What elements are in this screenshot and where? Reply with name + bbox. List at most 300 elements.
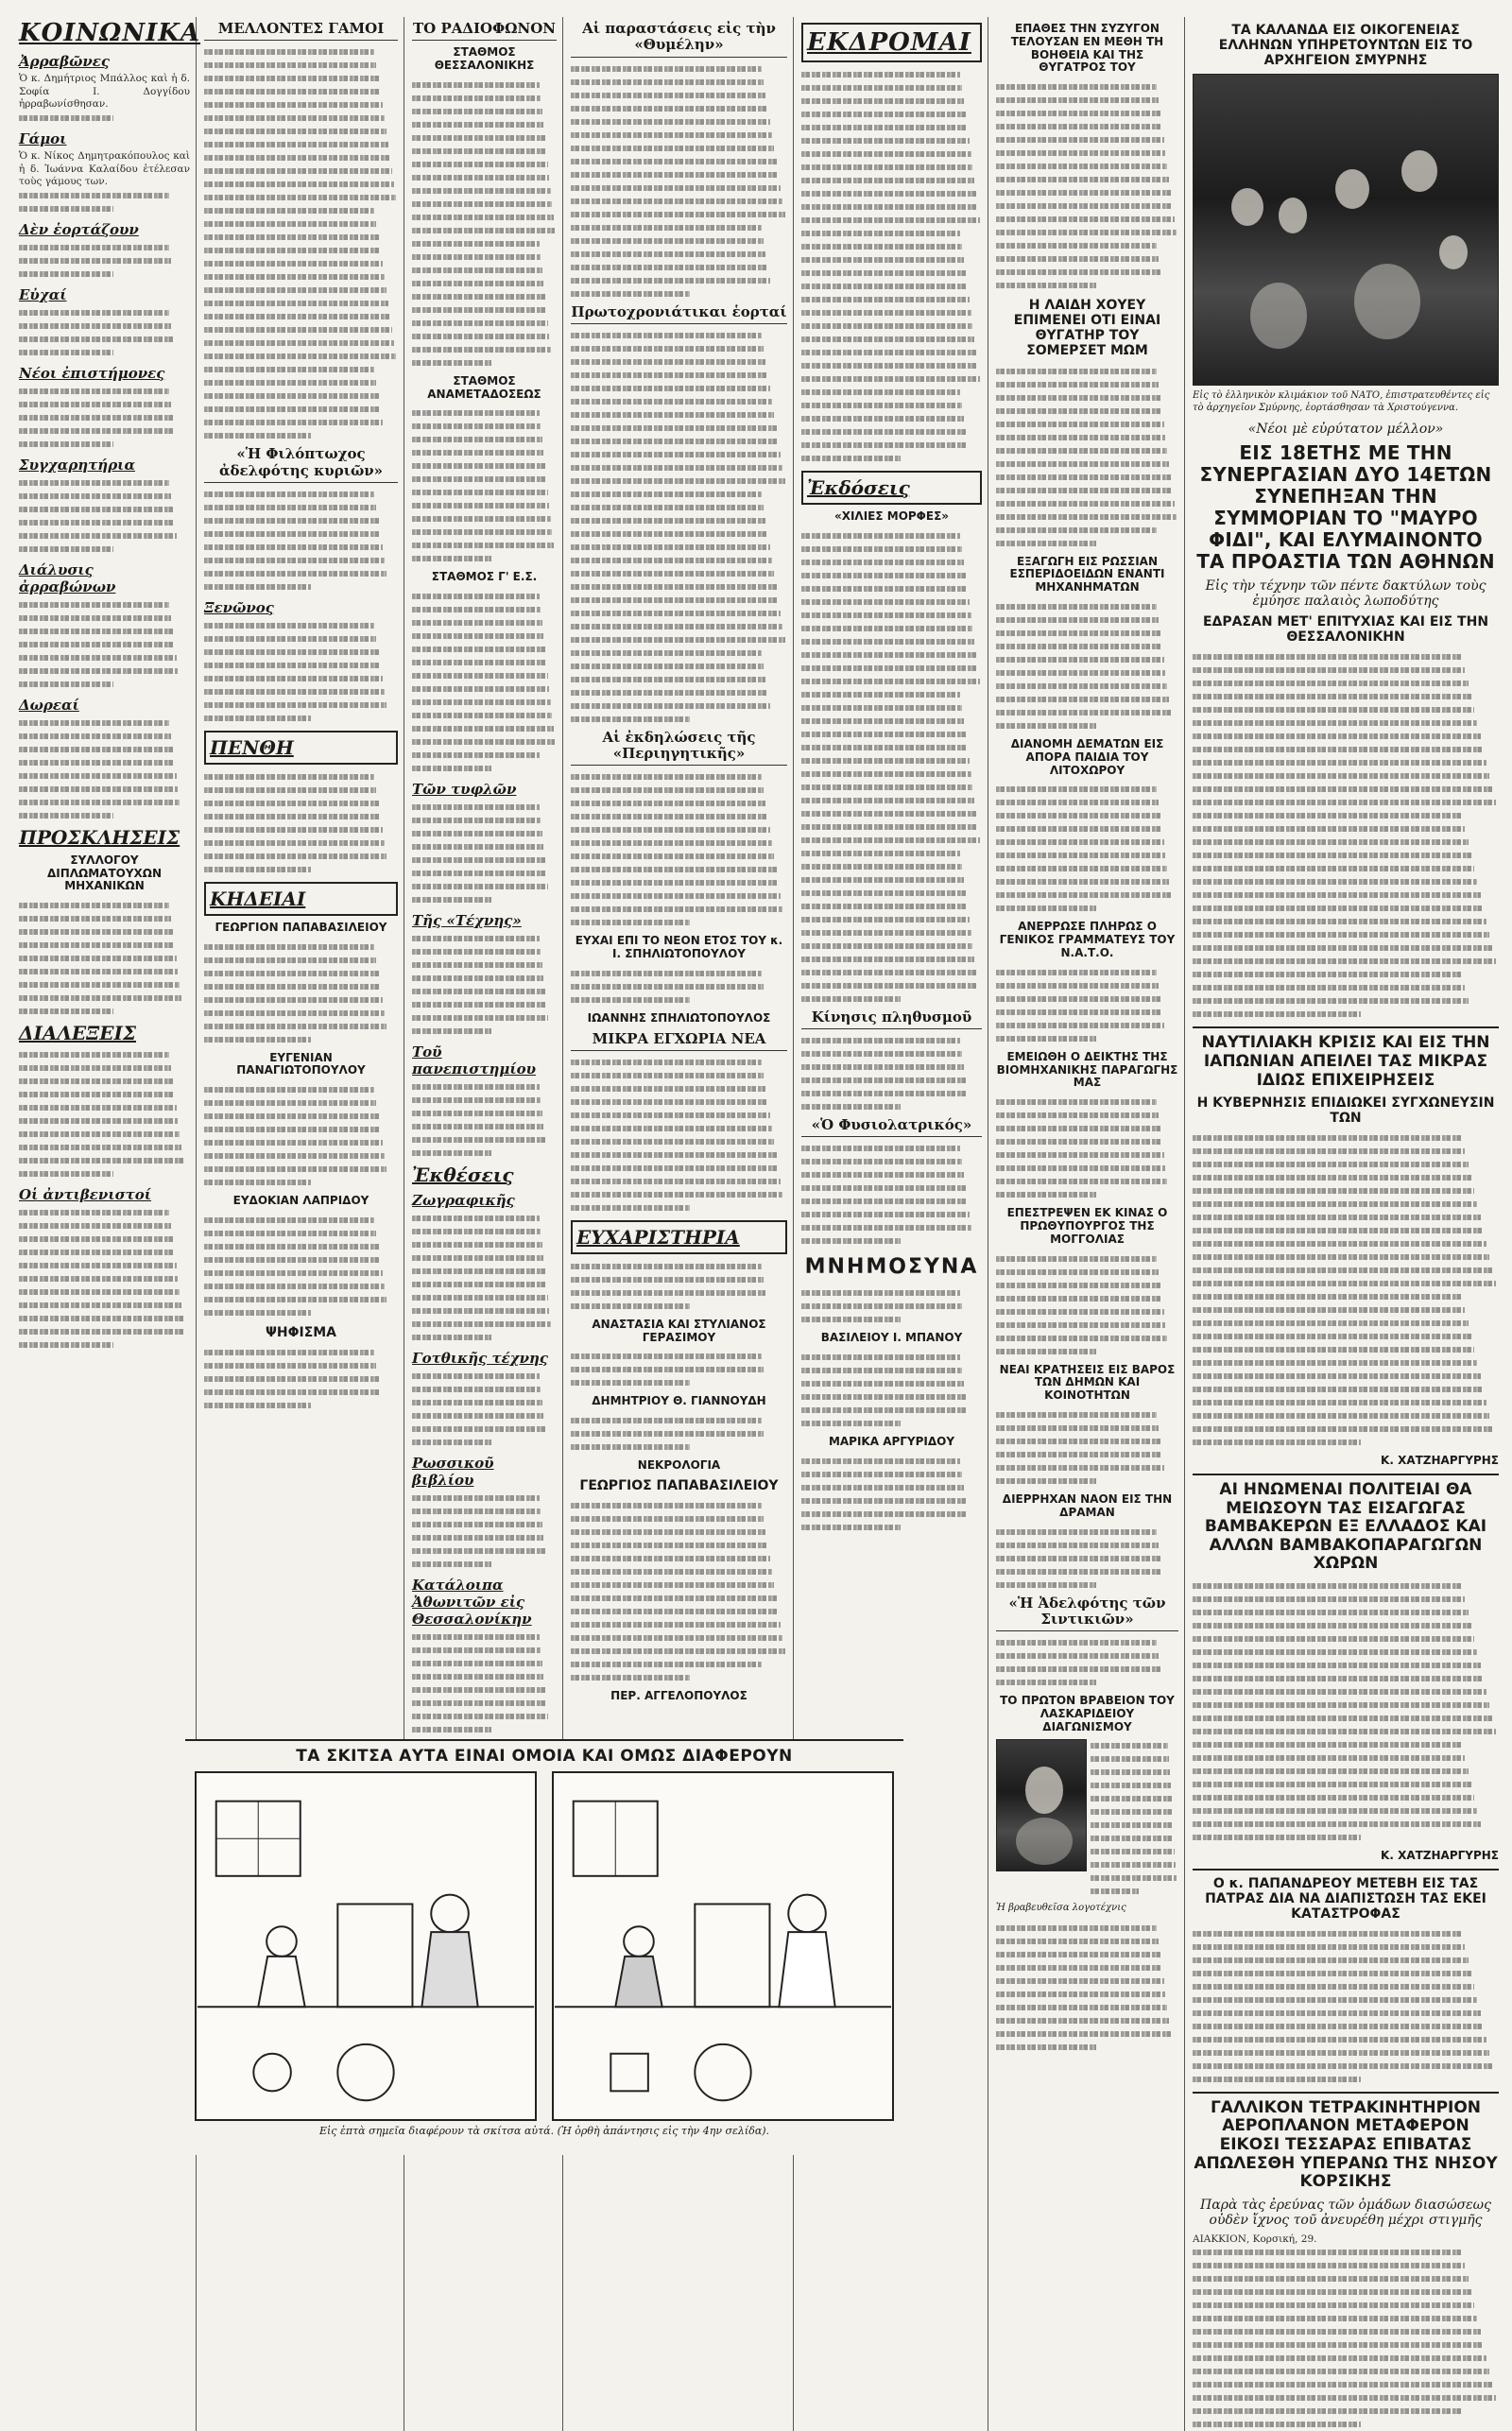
text-line [412, 437, 542, 442]
text-line [204, 168, 392, 174]
text-line [571, 185, 781, 191]
text-line [996, 2018, 1169, 2024]
text-line [571, 544, 770, 550]
text-line [1193, 1755, 1465, 1761]
text-line [801, 244, 962, 250]
text-line [571, 906, 782, 912]
text-line [571, 597, 779, 603]
text-line [571, 386, 770, 391]
text-line [1193, 2050, 1489, 2056]
text-line [996, 970, 1157, 975]
text-line [412, 109, 542, 114]
text-line [571, 1516, 764, 1522]
text-line [801, 1394, 966, 1400]
text-block [412, 1630, 557, 1736]
text-line [996, 892, 1171, 898]
text-line [204, 1166, 387, 1172]
text-block [19, 385, 190, 451]
text-line [996, 670, 1165, 676]
text-line [204, 49, 374, 55]
text-line [204, 1231, 376, 1236]
text-line [412, 1150, 491, 1156]
headline-laskaridis: ΤΟ ΠΡΩΤΟΝ ΒΡΑΒΕΙΟΝ ΤΟΥ ΛΑΣΚΑΡΙΔΕΙΟΥ ΔΙΑΓΩΝΙΣΜΟΥ [1000, 1694, 1175, 1733]
text-line [412, 215, 554, 220]
text-line [19, 1276, 178, 1282]
text-line [801, 429, 966, 435]
text-line [996, 1349, 1096, 1354]
text-line [204, 406, 381, 412]
text-line [996, 541, 1096, 546]
text-line [412, 1509, 541, 1514]
text-line [204, 814, 381, 819]
text-line [996, 2044, 1096, 2050]
text-line [204, 801, 379, 806]
new-year-feasts-title: Πρωτοχρονιάτικαι ἑορταί [571, 304, 787, 324]
text-line [204, 287, 387, 293]
text-block [571, 770, 787, 929]
text-block [19, 716, 190, 822]
headline-lady-huey: Η ΛΑΙΔΗ ΧΟΥΕΥ ΕΠΙΜΕΝΕΙ ΟΤΙ ΕΙΝΑΙ ΘΥΓΑΤΗΡ ΤΟΥ ΣΟΜΕΡΣΕΤ ΜΩΜ [1013, 298, 1161, 359]
text-line [412, 1674, 543, 1680]
text-block [996, 80, 1178, 292]
text-line [571, 251, 765, 257]
text-line [996, 137, 1164, 143]
divider [1193, 1869, 1499, 1871]
text-line [412, 1268, 545, 1274]
text-line [996, 826, 1162, 832]
text-line [801, 1212, 970, 1217]
text-line [412, 884, 548, 889]
text-line [571, 1086, 765, 1092]
text-line [996, 1569, 1162, 1575]
text-line [1193, 1307, 1465, 1313]
text-line [996, 996, 1160, 1002]
text-line [996, 1296, 1162, 1302]
laureate-caption: Ἡ βραβευθεῖσα λογοτέχνις [996, 1903, 1126, 1914]
funerals-banner: ΚΗΔΕΙΑΙ [204, 882, 398, 916]
funeral-name-1: ΓΕΩΡΓΙΟΝ ΠΑΠΑΒΑΣΙΛΕΙΟΥ [215, 920, 387, 934]
text-line [571, 265, 767, 270]
text-line [571, 650, 762, 656]
text-line [412, 766, 491, 771]
text-line [571, 984, 764, 990]
text-line [571, 1609, 779, 1614]
text-line [204, 181, 394, 187]
text-line [412, 1111, 542, 1116]
text-line [801, 626, 972, 631]
text-line [1193, 919, 1486, 924]
text-line [571, 1648, 785, 1654]
text-line [204, 393, 379, 399]
text-line [1193, 892, 1481, 898]
radio-station-relay: ΣΤΑΘΜΟΣ ΑΝΑΜΕΤΑΔΟΣΕΩΣ [427, 373, 541, 401]
text-line [571, 1290, 765, 1296]
text-line [801, 164, 972, 170]
text-line [996, 1978, 1164, 1984]
lectures-banner: ΔΙΑΛΕΞΕΙΣ [19, 1022, 136, 1045]
text-block [571, 1350, 787, 1389]
text-line [571, 787, 764, 793]
text-line [1193, 2316, 1477, 2321]
text-line [204, 234, 379, 240]
text-block [204, 1346, 398, 1412]
text-line [412, 1535, 543, 1541]
text-line [1193, 1835, 1361, 1840]
text-block [412, 590, 557, 775]
text-line [412, 660, 546, 665]
text-line [996, 369, 1157, 374]
text-line [571, 1277, 764, 1283]
text-line [801, 996, 901, 1002]
text-line [801, 1185, 966, 1191]
text-line [571, 1529, 765, 1535]
text-line [412, 1137, 545, 1143]
text-line [412, 844, 543, 850]
text-line [571, 716, 690, 722]
text-line [801, 652, 976, 658]
publications-banner: Ἐκδόσεις [801, 471, 982, 505]
text-line [801, 784, 972, 790]
text-line [1193, 2422, 1361, 2427]
text-line [801, 336, 974, 342]
text-line [412, 1295, 548, 1301]
text-block [571, 1414, 787, 1454]
invitations-sub: ΣΥΛΛΟΓΟΥ ΔΙΠΛΩΜΑΤΟΥΧΩΝ ΜΗΧΑΝΙΚΩΝ [46, 853, 163, 893]
text-line [801, 824, 978, 830]
memorial-name-1: ΒΑΣΙΛΕΙΟΥ Ι. ΜΠΑΝΟΥ [820, 1331, 963, 1345]
gothic-art-title: Γοτθικῆς τέχνης [412, 1350, 549, 1368]
text-line [19, 733, 171, 739]
publication-name: «ΧΙΛΙΕΣ ΜΟΡΦΕΣ» [833, 509, 950, 523]
text-line [996, 617, 1159, 623]
text-line [1193, 720, 1477, 726]
text-line [19, 546, 113, 552]
text-block [412, 801, 557, 906]
text-line [996, 435, 1165, 440]
charity-sisterhood-title: «Ἡ Φιλόπτωχος ἀδελφότης κυριῶν» [204, 446, 398, 483]
text-line [412, 1373, 540, 1379]
laureate-photo [996, 1739, 1087, 1871]
text-line [571, 703, 770, 709]
text-line [1193, 1162, 1469, 1167]
text-line [996, 2031, 1171, 2037]
text-line [996, 1179, 1167, 1184]
text-line [996, 657, 1164, 663]
text-line [571, 439, 779, 444]
text-line [801, 1238, 901, 1244]
text-line [996, 644, 1162, 649]
text-line [1193, 2024, 1484, 2029]
text-line [412, 1426, 545, 1432]
text-line [204, 716, 311, 721]
text-line [1193, 866, 1474, 871]
text-line [1193, 1011, 1361, 1017]
text-line [571, 93, 765, 98]
text-line [1193, 1821, 1481, 1827]
text-line [204, 195, 396, 200]
text-line [19, 271, 113, 277]
text-line [1193, 1782, 1471, 1787]
text-line [996, 527, 1157, 533]
text-line [996, 84, 1157, 90]
text-line [19, 1223, 171, 1229]
text-line [204, 314, 390, 319]
text-line [19, 441, 113, 447]
text-line [571, 997, 690, 1003]
text-line [571, 840, 772, 846]
text-line [204, 1100, 376, 1106]
text-line [204, 1113, 379, 1119]
text-line [1193, 1188, 1474, 1194]
text-line [571, 690, 767, 696]
text-line [571, 79, 764, 85]
text-line [412, 975, 543, 981]
text-line [571, 1675, 690, 1681]
text-line [19, 942, 175, 948]
text-block [412, 78, 557, 370]
new-scientists-title: Νέοι ἐπιστήμονες [19, 364, 165, 382]
text-line [1193, 1676, 1484, 1681]
text-line [204, 248, 381, 253]
text-line [571, 664, 764, 669]
text-line [412, 1634, 540, 1640]
text-line [19, 258, 171, 264]
text-line [412, 1335, 491, 1340]
text-line [19, 1145, 181, 1150]
text-block [571, 1499, 787, 1684]
text-line [19, 1009, 113, 1014]
text-line [571, 971, 762, 976]
text-line [571, 611, 781, 616]
text-line [996, 710, 1171, 716]
text-block [996, 966, 1178, 1045]
text-line [1193, 1281, 1496, 1286]
text-line [801, 1354, 960, 1360]
text-block [204, 619, 398, 725]
text-line [996, 1023, 1164, 1028]
text-line [412, 1548, 545, 1554]
text-line [204, 340, 394, 346]
congratulations-title: Συγχαρητήρια [19, 456, 135, 474]
radio-title: ΤΟ ΡΑΔΙΟΦΩΝΟΝ [412, 21, 557, 41]
text-line [571, 1303, 690, 1309]
text-line [19, 916, 171, 922]
text-line [996, 461, 1169, 467]
text-line [801, 1051, 962, 1057]
text-line [204, 505, 376, 510]
text-line [19, 507, 173, 512]
population-movement-title: Κίνησις πληθυσμοῦ [801, 1009, 982, 1029]
headline-cotton: ΑΙ ΗΝΩΜΕΝΑΙ ΠΟΛΙΤΕΙΑΙ ΘΑ ΜΕΙΩΣΟΥΝ ΤΑΣ ΕΙΣΑΓΩΓΑΣ ΒΑΜΒΑΚΕΡΩΝ ΕΞ ΕΛΛΑΔΟΣ ΚΑΙ ΑΛΛΩΝ ΒΑΜΒΑΚΟΠΑΡΑΓΩΓΩΝ ΧΩΡΩΝ [1204, 1480, 1487, 1574]
text-line [204, 571, 387, 577]
text-line [571, 1060, 762, 1065]
text-line [1193, 2329, 1481, 2335]
text-block [1193, 1579, 1499, 1844]
text-line [1193, 2263, 1465, 2268]
text-line [204, 531, 381, 537]
text-line [19, 388, 169, 394]
text-line [996, 1965, 1162, 1971]
text-line [1193, 1729, 1496, 1734]
text-line [1193, 1360, 1477, 1366]
text-block [996, 365, 1178, 550]
text-line [801, 363, 978, 369]
text-line [996, 983, 1159, 989]
resolution-title: ΨΗΦΙΣΜΑ [265, 1324, 337, 1340]
text-line [1193, 1400, 1486, 1405]
text-line [412, 1308, 549, 1314]
text-line [571, 172, 779, 178]
text-line [801, 310, 971, 316]
text-line [801, 1290, 960, 1296]
text-line [801, 943, 972, 949]
text-line [412, 423, 541, 429]
text-line [412, 543, 554, 548]
text-line [1193, 1413, 1489, 1419]
text-line [412, 1400, 542, 1405]
headline-parcels: ΔΙΑΝΟΜΗ ΔΕΜΑΤΩΝ ΕΙΣ ΑΠΟΡΑ ΠΑΙΔΙΑ ΤΟΥ ΛΙΤΟΧΩΡΟΥ [1010, 736, 1164, 777]
text-line [19, 642, 175, 647]
cartoon-title: ΤΑ ΣΚΙΤΣΑ ΑΥΤΑ ΕΙΝΑΙ ΟΜΟΙΑ ΚΑΙ ΟΜΩΣ ΔΙΑΦΕΡΟΥΝ [296, 1747, 793, 1766]
text-line [571, 465, 782, 471]
text-line [412, 267, 542, 273]
text-line [996, 190, 1171, 196]
text-line [801, 1368, 962, 1373]
text-line [412, 450, 543, 456]
cartoon-drawing-right [554, 1773, 892, 2119]
text-line [412, 463, 545, 469]
text-line [1193, 1984, 1474, 1990]
text-line [412, 122, 543, 128]
text-line [1193, 760, 1486, 766]
text-line [19, 1052, 169, 1058]
wishes-author: ΙΩΑΝΝΗΣ ΣΠΗΛΙΩΤΟΠΟΥΛΟΣ [587, 1010, 771, 1025]
text-line [412, 1002, 546, 1008]
thanks-names: ΑΝΑΣΤΑΣΙΑ ΚΑΙ ΣΤΥΛΙΑΝΟΣ ΓΕΡΑΣΙΜΟΥ [592, 1317, 766, 1344]
text-line [412, 1124, 543, 1129]
text-line [1193, 1957, 1469, 1963]
text-line [1193, 2010, 1481, 2016]
text-line [801, 350, 976, 355]
exhibitions-banner: Ἐκθέσεις [412, 1164, 514, 1187]
text-line [412, 201, 552, 207]
text-line [996, 111, 1160, 116]
text-line [19, 681, 113, 687]
text-line [1193, 2355, 1486, 2361]
text-line [996, 800, 1159, 805]
text-line [412, 162, 548, 167]
text-line [996, 1925, 1157, 1931]
text-line [571, 346, 764, 352]
text-line [801, 297, 970, 302]
text-line [996, 243, 1157, 249]
text-line [571, 1556, 770, 1561]
text-line [996, 604, 1157, 610]
text-block [412, 1212, 557, 1344]
text-line [1193, 1971, 1471, 1976]
text-line [1193, 853, 1471, 858]
text-line [996, 1412, 1157, 1418]
text-line [996, 1036, 1096, 1042]
sintikion-title: «Ἡ Ἀδελφότης τῶν Σιντικιῶν» [996, 1595, 1178, 1632]
text-line [204, 380, 376, 386]
text-line [204, 957, 376, 963]
text-line [571, 1582, 774, 1588]
text-line [1193, 1215, 1481, 1220]
column-social [19, 17, 201, 2431]
text-line [801, 890, 966, 896]
text-line [204, 544, 383, 550]
text-line [1193, 1228, 1484, 1233]
text-line [412, 1561, 491, 1567]
text-block [1193, 650, 1499, 1021]
text-line [571, 1152, 777, 1158]
text-line [19, 1329, 185, 1335]
text-line [412, 294, 545, 300]
text-line [801, 1225, 971, 1231]
text-line [204, 1389, 381, 1395]
text-block [996, 600, 1178, 733]
text-line [996, 1666, 1160, 1672]
text-line [996, 1529, 1157, 1535]
text-line [1193, 1320, 1469, 1326]
dateline-corsica: ΑΙΑΚΚΙΟΝ, Κορσική, 29. [1193, 2233, 1317, 2245]
headline-black-snake: ΕΙΣ 18ΕΤΗΣ ΜΕ ΤΗΝ ΣΥΝΕΡΓΑΣΙΑΝ ΔΥΟ 14ΕΤΩΝ ΣΥΝΕΠΗΞΑΝ ΤΗΝ ΣΥΜΜΟΡΙΑΝ ΤΟ "ΜΑΥΡΟ ΦΙΔΙ", ΚΑΙ ΕΛΥΜΑΙΝΟΝΤΟ ΤΑ ΠΡΟΑΣΤΙΑ ΤΩΝ ΑΘΗΝΩΝ [1196, 441, 1495, 574]
future-weddings-title: ΜΕΛΛΟΝΤΕΣ ΓΑΜΟΙ [204, 21, 398, 41]
text-line [801, 1458, 960, 1464]
text-line [412, 95, 541, 101]
text-line [571, 571, 774, 577]
text-line [1091, 1783, 1171, 1788]
text-line [412, 804, 540, 810]
text-line [1193, 2289, 1471, 2295]
text-line [19, 493, 171, 499]
text-line [996, 203, 1173, 209]
text-block [204, 940, 398, 1046]
text-line [1193, 1241, 1486, 1247]
text-line [1193, 972, 1462, 977]
text-line [996, 1112, 1159, 1118]
text-line [412, 503, 549, 509]
text-line [996, 1269, 1159, 1275]
text-block [996, 783, 1178, 915]
text-line [996, 1939, 1159, 1944]
text-line [412, 726, 554, 732]
new-year-wishes: ΕΥΧΑΙ ΕΠΙ ΤΟ ΝΕΟΝ ΕΤΟΣ ΤΟΥ κ. Ι. ΣΠΗΛΙΩΤΟΠΟΥΛΟΥ [575, 934, 783, 961]
text-line [412, 1255, 543, 1261]
text-line [1193, 1201, 1477, 1207]
text-line [571, 584, 777, 590]
text-line [801, 112, 966, 117]
text-line [19, 1171, 113, 1177]
text-block [571, 1260, 787, 1313]
text-line [19, 747, 173, 752]
text-line [801, 178, 974, 183]
text-line [801, 376, 980, 382]
text-line [1193, 1742, 1462, 1748]
text-line [801, 732, 966, 737]
divider [1193, 2092, 1499, 2094]
text-line [412, 1229, 541, 1234]
text-line [571, 1543, 767, 1548]
cartoon-drawing-left [197, 1773, 535, 2119]
text-line [571, 1444, 690, 1450]
text-line [571, 1431, 764, 1437]
text-line [204, 1284, 385, 1289]
text-line [1193, 1373, 1481, 1379]
text-line [801, 573, 966, 578]
text-line [1193, 1610, 1469, 1615]
